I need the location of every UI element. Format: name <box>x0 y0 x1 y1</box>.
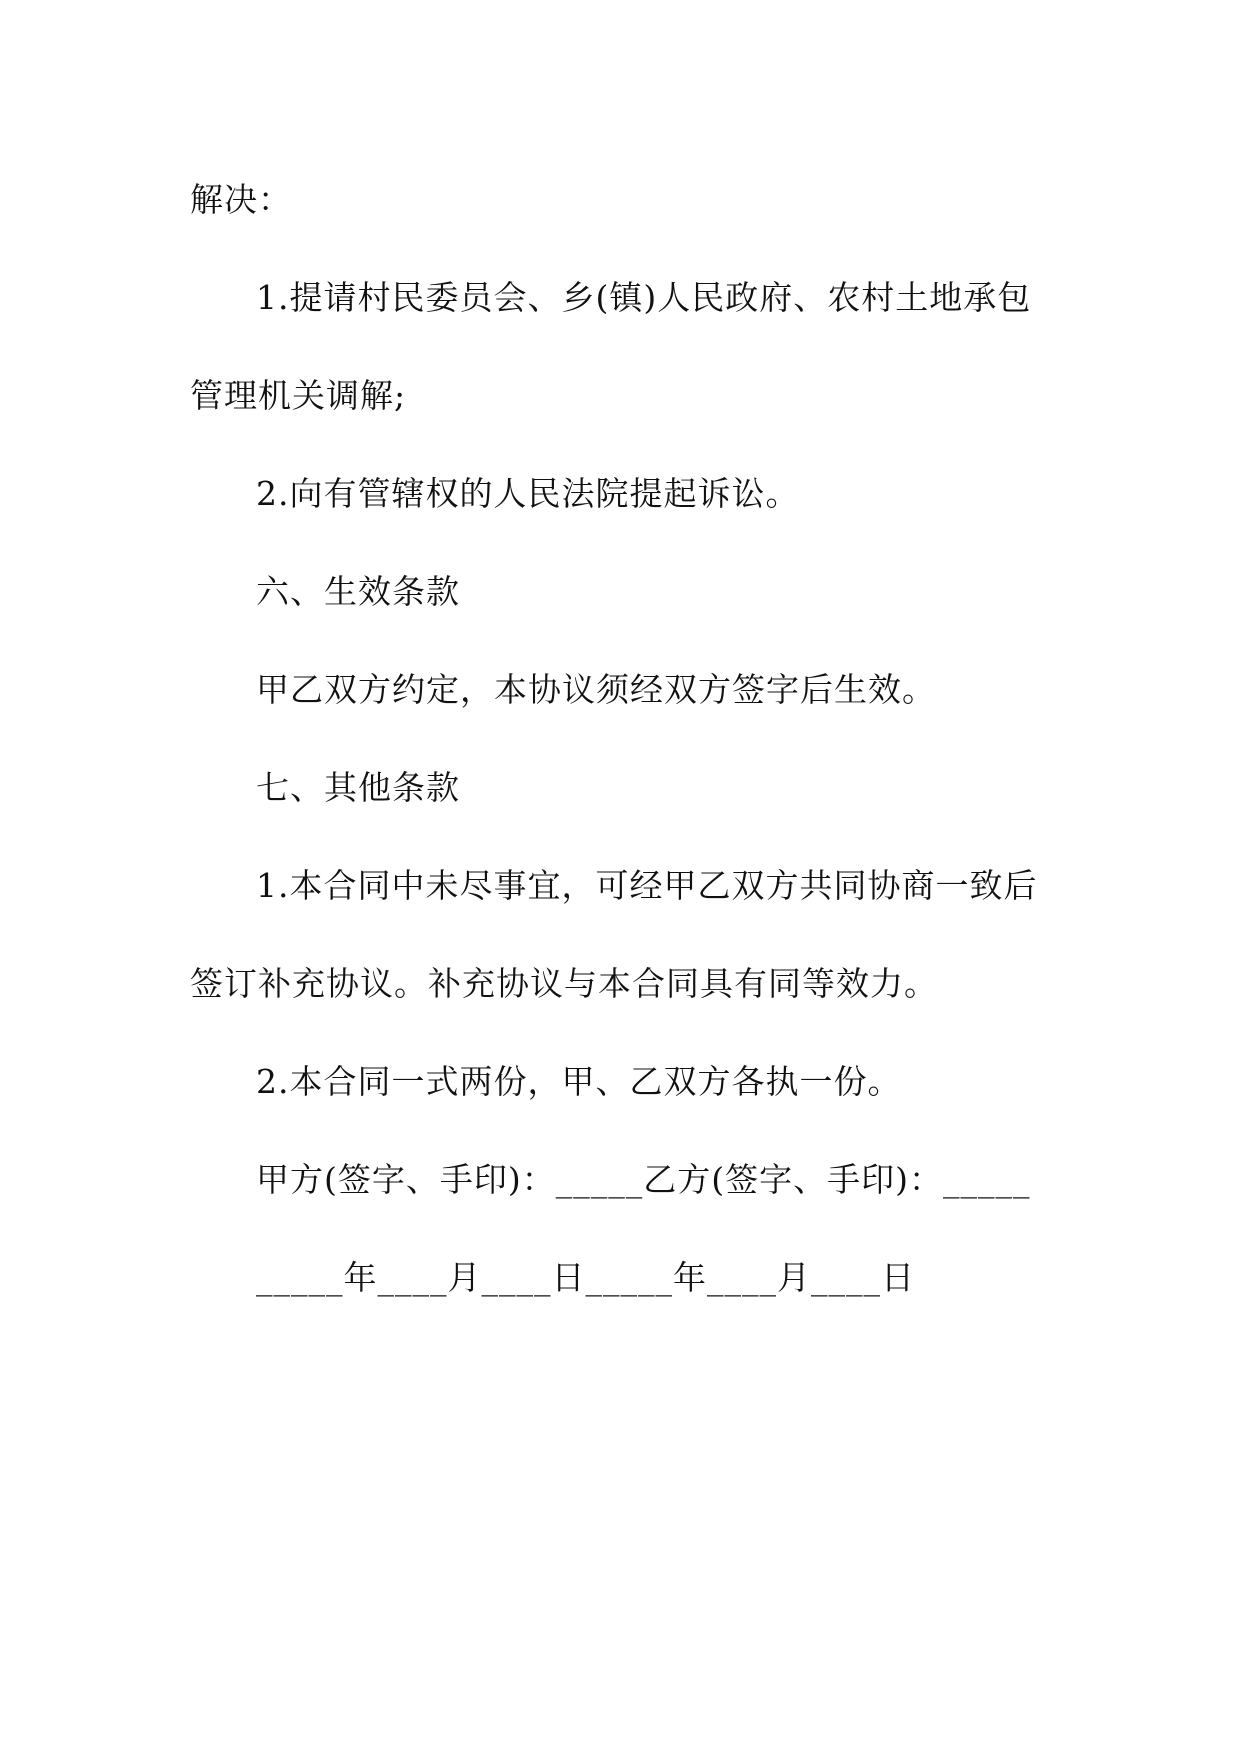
paragraph-resolve: 解决： <box>190 180 292 219</box>
paragraph-item-mediation: 1.提请村民委员会、乡(镇)人民政府、农村土地承包 <box>256 278 1032 317</box>
paragraph-item-mediation-cont: 管理机关调解; <box>190 376 407 415</box>
paragraph-effective-terms: 甲乙双方约定，本协议须经双方签字后生效。 <box>256 670 936 709</box>
paragraph-other-item-2: 2.本合同一式两份，甲、乙双方各执一份。 <box>256 1062 902 1101</box>
section-heading-other: 七、其他条款 <box>256 768 460 807</box>
paragraph-item-litigation: 2.向有管辖权的人民法院提起诉讼。 <box>256 474 800 513</box>
section-heading-effective: 六、生效条款 <box>256 572 460 611</box>
paragraph-other-item-1-cont: 签订补充协议。补充协议与本合同具有同等效力。 <box>190 964 938 1003</box>
date-line: _____年____月____日_____年____月____日 <box>256 1258 915 1297</box>
paragraph-other-item-1: 1.本合同中未尽事宜，可经甲乙双方共同协商一致后 <box>256 866 1038 905</box>
signature-line: 甲方(签字、手印)：_____乙方(签字、手印)：_____ <box>256 1160 1031 1199</box>
